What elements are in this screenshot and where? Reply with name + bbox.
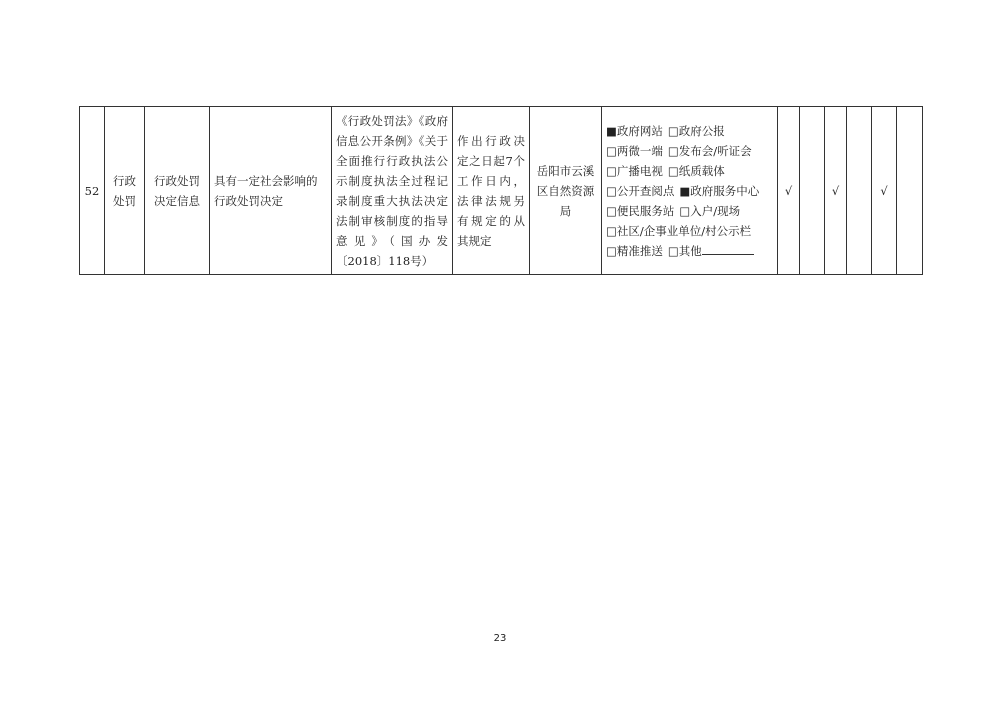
unchecked-box-option (606, 161, 663, 181)
unchecked-box-icon: □ (667, 143, 679, 158)
unchecked-box-option (668, 241, 754, 261)
basis-cell: 《行政处罚法》《政府信息公开条例》《关于全面推行行政执法公示制度执法全过程记录制度重大执法决定法制审核制度的指导意见》（国办发〔2018〕118号） (332, 107, 453, 275)
time-limit-cell: 作出行政决定之日起7个工作日内，法律法规另有规定的从其规定 (453, 107, 530, 275)
unchecked-box-icon: □ (606, 203, 617, 218)
mark-cell (800, 107, 825, 275)
mark-cell: √ (825, 107, 847, 275)
channel-cell (602, 107, 778, 275)
unchecked-box-icon: □ (606, 183, 617, 198)
disclosure-table (79, 106, 923, 275)
mark-cell (847, 107, 872, 275)
channel-row (606, 121, 773, 141)
category-cell: 行政处罚 (105, 107, 145, 275)
channel-label: 两微一端 (616, 143, 663, 158)
unchecked-box-icon: □ (667, 163, 679, 178)
unchecked-box-option (606, 241, 663, 261)
unchecked-box-icon: □ (679, 203, 691, 218)
checked-box-icon: ■ (606, 123, 617, 138)
channel-label: 入户/现场 (690, 203, 741, 218)
channel-row (606, 141, 773, 161)
checked-box-option (606, 121, 663, 141)
unchecked-box-option (606, 221, 751, 241)
channel-label: 其他 (678, 243, 702, 258)
unchecked-box-icon: □ (606, 243, 617, 258)
unchecked-box-option (606, 141, 663, 161)
unchecked-box-option (668, 141, 752, 161)
item-cell: 行政处罚决定信息 (145, 107, 210, 275)
channel-label: 广播电视 (616, 163, 663, 178)
unchecked-box-icon: □ (667, 243, 679, 258)
unchecked-box-icon: □ (667, 123, 679, 138)
channel-label: 政府服务中心 (690, 183, 760, 198)
checked-box-option (679, 181, 759, 201)
channel-row (606, 221, 773, 241)
unchecked-box-icon: □ (606, 163, 617, 178)
row-number: 52 (80, 107, 105, 275)
table-row (80, 107, 923, 275)
channel-label: 社区/企事业单位/村公示栏 (616, 223, 752, 238)
content-cell: 具有一定社会影响的行政处罚决定 (210, 107, 332, 275)
channel-label: 便民服务站 (616, 203, 675, 218)
channel-label: 纸质载体 (678, 163, 725, 178)
channel-row (606, 181, 773, 201)
unchecked-box-option (606, 181, 674, 201)
mark-cell: √ (778, 107, 800, 275)
fill-in-blank-line (702, 242, 754, 255)
page-number: 23 (493, 633, 507, 644)
unchecked-box-option (668, 121, 725, 141)
channel-label: 政府公报 (678, 123, 725, 138)
channel-label: 发布会/听证会 (678, 143, 752, 158)
channel-row (606, 241, 773, 261)
subject-cell: 岳阳市云溪区自然资源局 (530, 107, 602, 275)
checked-box-icon: ■ (679, 183, 691, 198)
channel-row (606, 201, 773, 221)
mark-cell (897, 107, 923, 275)
channel-label: 政府网站 (616, 123, 663, 138)
unchecked-box-option (668, 161, 725, 181)
mark-cell: √ (872, 107, 897, 275)
unchecked-box-icon: □ (606, 143, 617, 158)
channel-label: 公开查阅点 (616, 183, 675, 198)
unchecked-box-option (679, 201, 740, 221)
unchecked-box-option (606, 201, 674, 221)
channel-label: 精准推送 (616, 243, 663, 258)
unchecked-box-icon: □ (606, 223, 617, 238)
channel-row (606, 161, 773, 181)
